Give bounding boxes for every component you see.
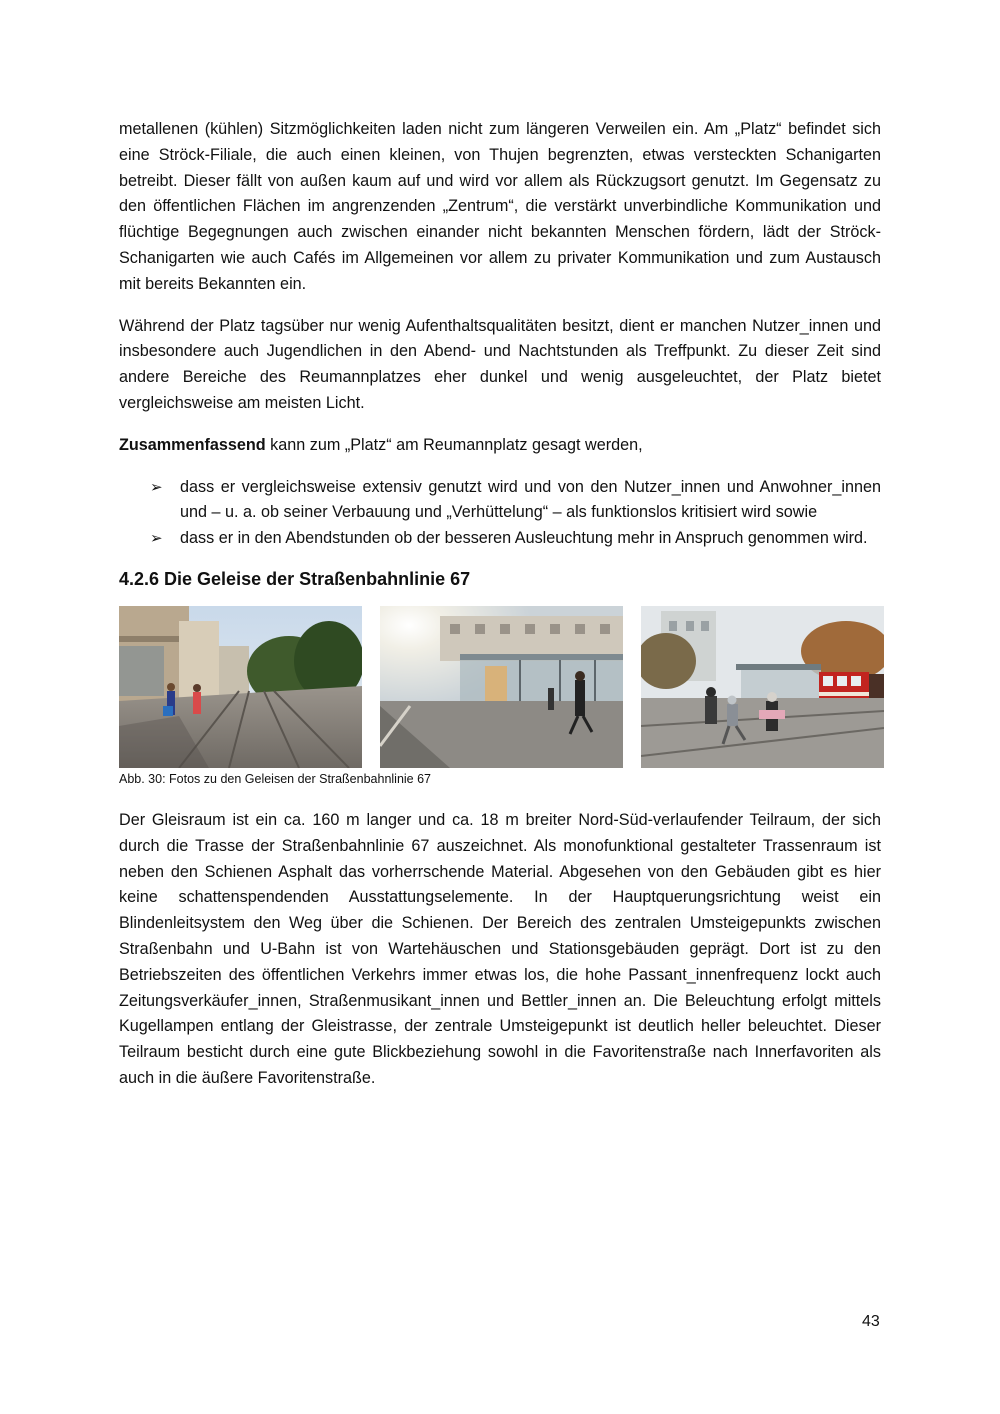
paragraph-schanigarten: metallenen (kühlen) Sitzmöglichkeiten laden nicht zum längeren Verweilen ein. Am „Platz“ befindet sich eine Ströck-Filiale, die auch einen kleinen, von Thujen begrenzten, etwas versteckten Schanigarten betreibt. Dieser fällt von außen kaum auf und wird vor allem als Rückzugsort genutzt. Im Gegensatz zu den öffentlichen Flächen im angrenzenden „Zentrum“, die verstärkt unverbindliche Kommunikation und flüchtige Begegnungen auch zwischen einander nicht bekannten Menschen fördern, lädt der Ströck-Schanigarten wie auch Cafés im Allgemeinen vor allem zu privater Kommunikation und zum Austausch mit bereits Bekannten ein.: [119, 120, 881, 293]
bullet-text: dass er in den Abendstunden ob der besseren Ausleuchtung mehr in Anspruch genommen wird.: [180, 529, 868, 548]
photo-children-red-tram: [641, 606, 884, 768]
photo-tram-shelter: [380, 606, 623, 768]
photo-row: [119, 606, 884, 768]
arrow-bullet-icon: ➢: [150, 478, 163, 496]
photo-tram-tracks-street: [119, 606, 362, 768]
paragraph-gleisraum: Der Gleisraum ist ein ca. 160 m langer und ca. 18 m breiter Nord-Süd-verlaufender Teilraum, der sich durch die Trasse der Straßenbahnlinie 67 auszeichnet. Als monofunktional gestalteter Trassenraum ist neben den Schienen Asphalt das vorherrschende Material. Abgesehen von den Gebäuden gibt es hier keine schattenspendenden Ausstattungselemente. In der Hauptquerungsrichtung weist ein Blindenleitsystem den Weg über die Schienen. Der Bereich des zentralen Umsteigepunkts zwischen Straßenbahn und U-Bahn ist von Wartehäuschen und Stationsgebäuden geprägt. Dort ist zu den Betriebszeiten des öffentlichen Verkehrs immer etwas los, die hohe Passant_innenfrequenz lockt auch Zeitungsverkäufer_innen, Straßenmusikant_innen und Bettler_innen an. Die Beleuchtung erfolgt mittels Kugellampen entlang der Gleistrasse, der zentrale Umsteigepunkt ist deutlich heller beleuchtet. Dieser Teilraum besticht durch eine gute Blickbeziehung sowohl in die Favoritenstraße nach Innerfavoriten als auch in die äußere Favoritenstraße.: [119, 810, 881, 1087]
paragraph-abendstunden: Während der Platz tagsüber nur wenig Aufenthaltsqualitäten besitzt, dient er manchen Nutzer_innen und insbesondere auch Jugendlichen in den Abend- und Nachtstunden als Treffpunkt. Zu dieser Zeit sind andere Bereiche des Reumannplatzes eher dunkel und wenig ausgeleuchtet, der Platz bietet vergleichsweise am meisten Licht.: [119, 316, 881, 412]
arrow-bullet-icon: ➢: [150, 530, 163, 548]
page-number: 43: [862, 1313, 880, 1330]
page-content: [119, 117, 881, 1092]
list-item: [119, 475, 881, 527]
summary-bullet-list: [119, 475, 881, 552]
summary-bold: Zusammenfassend: [119, 435, 266, 454]
section-heading: 4.2.6 Die Geleise der Straßenbahnlinie 67: [119, 568, 471, 589]
summary-line: [119, 433, 881, 459]
summary-rest: kann zum „Platz“ am Reumannplatz gesagt werden,: [265, 435, 643, 454]
figure-caption: Abb. 30: Fotos zu den Geleisen der Straßenbahnlinie 67: [119, 771, 432, 786]
list-item: [119, 526, 881, 552]
bullet-text: dass er vergleichsweise extensiv genutzt wird und von den Nutzer_innen und Anwohner_innen und – u. a. ob seiner Verbauung und „Verhüttelung“ – als funktionslos kritisiert wird sowie: [180, 477, 881, 522]
